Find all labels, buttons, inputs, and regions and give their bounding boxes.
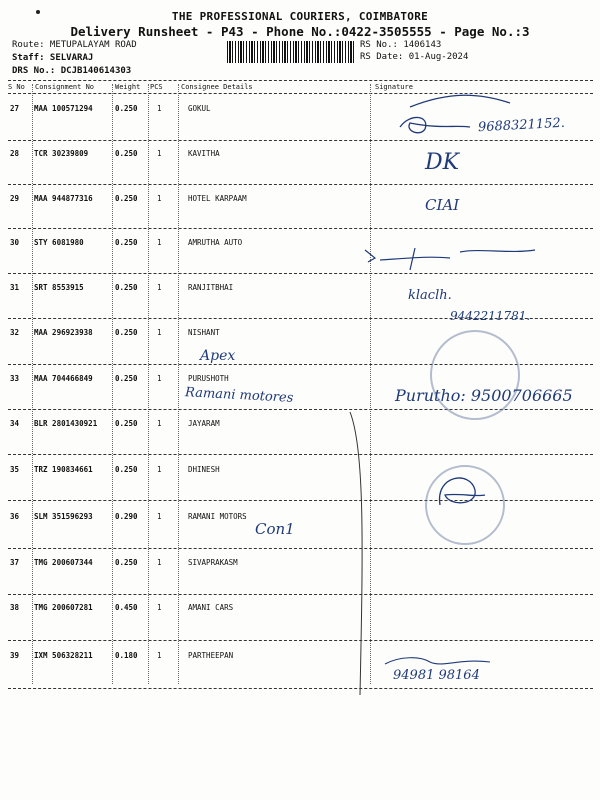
row-consignee: KAVITHA — [188, 149, 220, 158]
col-consignment: Consignment No — [35, 83, 95, 91]
row-consignee: JAYARAM — [188, 419, 220, 428]
rs-date: RS Date: 01-Aug-2024 — [360, 52, 469, 62]
barcode — [227, 41, 355, 63]
row-pcs: 1 — [157, 465, 162, 474]
handwritten-signature: DK — [425, 150, 460, 175]
row-rule — [8, 140, 593, 141]
row-consignee: GOKUL — [188, 104, 211, 113]
row-sno: 33 — [10, 374, 20, 383]
handwritten-signature: klaclh. — [408, 288, 452, 303]
row-consignee: AMANI CARS — [188, 603, 234, 612]
row-rule — [8, 594, 593, 595]
row-sno: 31 — [10, 283, 20, 292]
handwritten-signature: Purutho: 9500706665 — [395, 386, 573, 405]
col-pcs: PCS — [150, 83, 163, 91]
handwritten-signature: Con1 — [255, 520, 295, 538]
row-weight: 0.290 — [115, 512, 138, 521]
row-sno: 30 — [10, 238, 20, 247]
col-signature: Signature — [375, 83, 413, 91]
row-rule — [8, 184, 593, 185]
row-consignee: AMRUTHA AUTO — [188, 238, 243, 247]
row-sno: 35 — [10, 465, 20, 474]
row-consignment: TCR 30239809 — [34, 149, 89, 158]
row-pcs: 1 — [157, 558, 162, 567]
row-rule — [8, 409, 593, 410]
row-pcs: 1 — [157, 283, 162, 292]
row-pcs: 1 — [157, 238, 162, 247]
row-consignment: SRT 8553915 — [34, 283, 84, 292]
rs-no: RS No.: 1406143 — [360, 40, 442, 50]
row-sno: 27 — [10, 104, 20, 113]
row-consignee: RAMANI MOTORS — [188, 512, 247, 521]
row-weight: 0.250 — [115, 283, 138, 292]
row-consignment: TMG 200607281 — [34, 603, 93, 612]
row-pcs: 1 — [157, 603, 162, 612]
row-sno: 39 — [10, 651, 20, 660]
row-consignee: SIVAPRAKASM — [188, 558, 238, 567]
row-consignment: TMG 200607344 — [34, 558, 93, 567]
row-weight: 0.250 — [115, 558, 138, 567]
drs-label: DRS No.: DCJB140614303 — [12, 66, 132, 76]
row-weight: 0.250 — [115, 149, 138, 158]
row-weight: 0.180 — [115, 651, 138, 660]
row-sno: 37 — [10, 558, 20, 567]
row-pcs: 1 — [157, 374, 162, 383]
row-pcs: 1 — [157, 419, 162, 428]
col-sno: S No — [8, 83, 25, 91]
signature-scribble — [360, 240, 580, 276]
row-consignee: PARTHEEPAN — [188, 651, 234, 660]
row-pcs: 1 — [157, 104, 162, 113]
row-consignment: BLR 2801430921 — [34, 419, 98, 428]
row-consignee: DHINESH — [188, 465, 220, 474]
row-rule — [8, 548, 593, 549]
row-pcs: 1 — [157, 651, 162, 660]
row-consignment: STY 6081980 — [34, 238, 84, 247]
arrow-line — [345, 410, 375, 700]
row-weight: 0.250 — [115, 328, 138, 337]
handwritten-note: Apex — [200, 348, 236, 364]
courier-stamp — [430, 330, 520, 420]
row-sno: 28 — [10, 149, 20, 158]
handwritten-note: Ramani motores — [184, 385, 294, 406]
row-sno: 29 — [10, 194, 20, 203]
row-pcs: 1 — [157, 149, 162, 158]
handwritten-phone: 94981 98164 — [393, 668, 480, 683]
row-consignment: MAA 100571294 — [34, 104, 93, 113]
row-rule — [8, 228, 593, 229]
route-label: Route: METUPALAYAM ROAD — [12, 40, 137, 50]
handwritten-phone: 9442211781. — [450, 309, 531, 323]
handwritten-phone: 9688321152. — [477, 115, 566, 136]
row-pcs: 1 — [157, 194, 162, 203]
col-weight: Weight — [115, 83, 141, 91]
row-weight: 0.250 — [115, 374, 138, 383]
row-pcs: 1 — [157, 512, 162, 521]
row-rule — [8, 454, 593, 455]
row-pcs: 1 — [157, 328, 162, 337]
row-consignment: SLM 351596293 — [34, 512, 93, 521]
row-consignee: NISHANT — [188, 328, 220, 337]
row-rule — [8, 500, 593, 501]
row-consignee: RANJITBHAI — [188, 283, 234, 292]
row-consignment: IXM 506328211 — [34, 651, 93, 660]
row-consignment: MAA 296923938 — [34, 328, 93, 337]
row-weight: 0.250 — [115, 238, 138, 247]
col-consignee: Consignee Details — [181, 83, 253, 91]
row-consignee: HOTEL KARPAAM — [188, 194, 247, 203]
runsheet-title: Delivery Runsheet - P43 - Phone No.:0422-3505555 - Page No.:3 — [70, 24, 530, 39]
company-title: THE PROFESSIONAL COURIERS, COIMBATORE — [171, 10, 429, 23]
handwritten-signature: CIAI — [425, 196, 460, 214]
row-consignment: MAA 944877316 — [34, 194, 93, 203]
row-weight: 0.250 — [115, 104, 138, 113]
row-sno: 32 — [10, 328, 20, 337]
row-consignee: PURUSHOTH — [188, 374, 229, 383]
signature-scribble — [430, 465, 490, 510]
row-rule — [8, 640, 593, 641]
row-consignment: MAA 704466849 — [34, 374, 93, 383]
row-sno: 38 — [10, 603, 20, 612]
header-rule-top — [8, 80, 593, 81]
row-weight: 0.450 — [115, 603, 138, 612]
row-sno: 34 — [10, 419, 20, 428]
row-weight: 0.250 — [115, 465, 138, 474]
staff-label: Staff: SELVARAJ — [12, 53, 94, 63]
row-consignment: TRZ 190834661 — [34, 465, 93, 474]
row-rule — [8, 688, 593, 689]
row-weight: 0.250 — [115, 419, 138, 428]
row-sno: 36 — [10, 512, 20, 521]
row-weight: 0.250 — [115, 194, 138, 203]
